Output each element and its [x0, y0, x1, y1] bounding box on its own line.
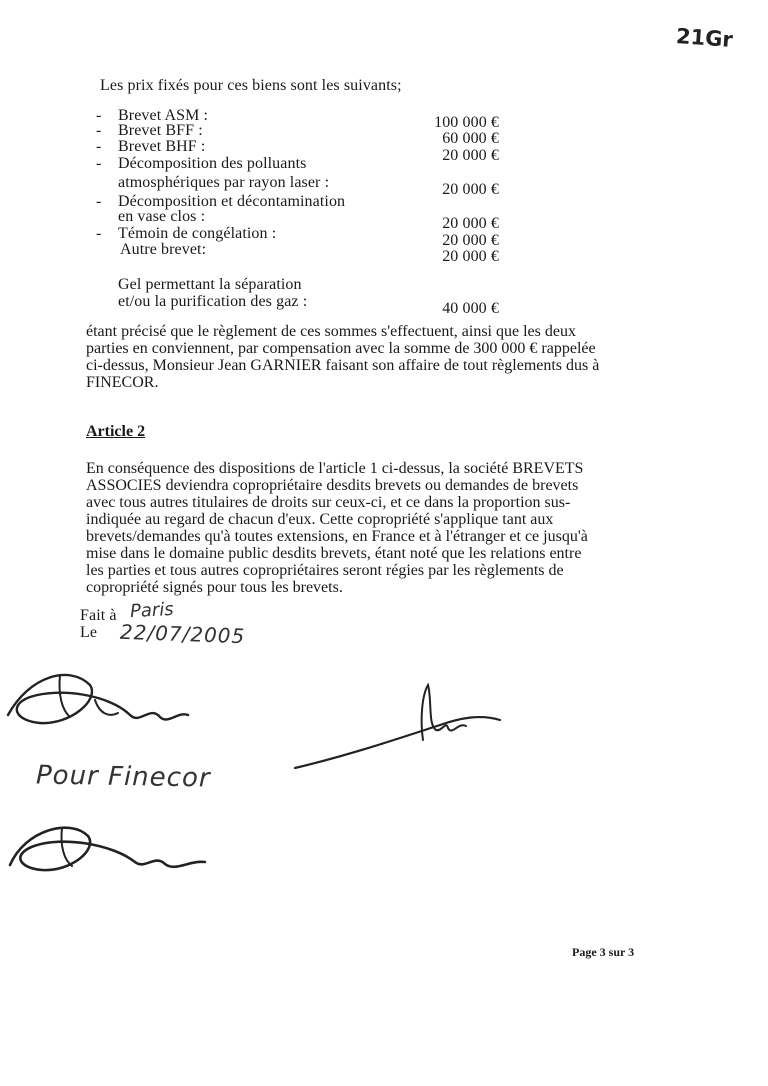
item-price: 20 000 € — [442, 215, 499, 232]
item-label-continued: en vase clos : — [118, 208, 206, 225]
item-label: Décomposition et décontamination — [118, 193, 346, 210]
paragraph-line: les parties et tous autres copropriétaires seront régies par les règlements de — [86, 562, 564, 579]
item-label: Brevet BFF : — [118, 122, 203, 139]
item-price: 20 000 € — [442, 248, 499, 265]
paragraph-line: En conséquence des dispositions de l'article 1 ci-dessus, la société BREVETS — [86, 460, 584, 477]
item-label: Décomposition des polluants — [118, 155, 307, 172]
list-bullet: - — [96, 193, 102, 210]
list-bullet: - — [96, 107, 102, 124]
paragraph-line: brevets/demandes qu'à toutes extensions, en France et à l'étranger et ce jusqu'à — [86, 528, 588, 545]
paragraph-line: copropriété signés pour tous les brevets. — [86, 579, 343, 596]
article-2-title: Article 2 — [86, 423, 146, 440]
paragraph-line: parties en conviennent, par compensation avec la somme de 300 000 € rappelée — [86, 340, 596, 357]
handwritten-page-mark: 21Gr — [675, 24, 734, 52]
handwritten-pour-finecor: Pour Finecor — [35, 760, 211, 794]
item-price: 20 000 € — [442, 147, 499, 164]
handwritten-date: 22/07/2005 — [119, 619, 246, 649]
list-bullet: - — [96, 122, 102, 139]
item-label: Témoin de congélation : — [118, 225, 277, 242]
item-price: 20 000 € — [442, 181, 499, 198]
item-label-continued: et/ou la purification des gaz : — [118, 293, 308, 310]
signature-left-1 — [0, 655, 200, 745]
item-label: Gel permettant la séparation — [118, 276, 302, 293]
item-price: 100 000 € — [434, 114, 499, 131]
item-label-continued: atmosphériques par rayon laser : — [118, 174, 330, 191]
paragraph-line: ci-dessus, Monsieur Jean GARNIER faisant son affaire de tout règlements dus à — [86, 357, 600, 374]
intro-text: Les prix fixés pour ces biens sont les suivants; — [100, 77, 402, 94]
paragraph-line: ASSOCIES deviendra copropriétaire desdits brevets ou demandes de brevets — [86, 477, 579, 494]
item-price: 20 000 € — [442, 232, 499, 249]
item-price: 40 000 € — [442, 300, 499, 317]
item-label: Brevet BHF : — [118, 138, 206, 155]
paragraph-line: FINECOR. — [86, 374, 159, 391]
paragraph-line: avec tous autres titulaires de droits sur ceux-ci, et ce dans la proportion sus- — [86, 494, 571, 511]
paragraph-line: mise dans le domaine public desdits brevets, étant noté que les relations entre — [86, 545, 582, 562]
item-price: 60 000 € — [442, 130, 499, 147]
paragraph-line: indiquée au regard de chacun d'eux. Cette copropriété s'applique tant aux — [86, 511, 554, 528]
item-label: Brevet ASM : — [118, 107, 209, 124]
list-bullet: - — [96, 155, 102, 172]
item-label: Autre brevet: — [120, 241, 207, 258]
page-number: Page 3 sur 3 — [572, 945, 635, 959]
signature-right — [290, 680, 510, 775]
list-bullet: - — [96, 225, 102, 242]
fait-label: Fait à — [80, 607, 117, 624]
list-bullet: - — [96, 138, 102, 155]
signature-left-2 — [0, 810, 215, 890]
paragraph-line: étant précisé que le règlement de ces sommes s'effectuent, ainsi que les deux — [86, 323, 576, 340]
handwritten-place: Paris — [129, 598, 175, 623]
date-label: Le — [80, 624, 98, 641]
